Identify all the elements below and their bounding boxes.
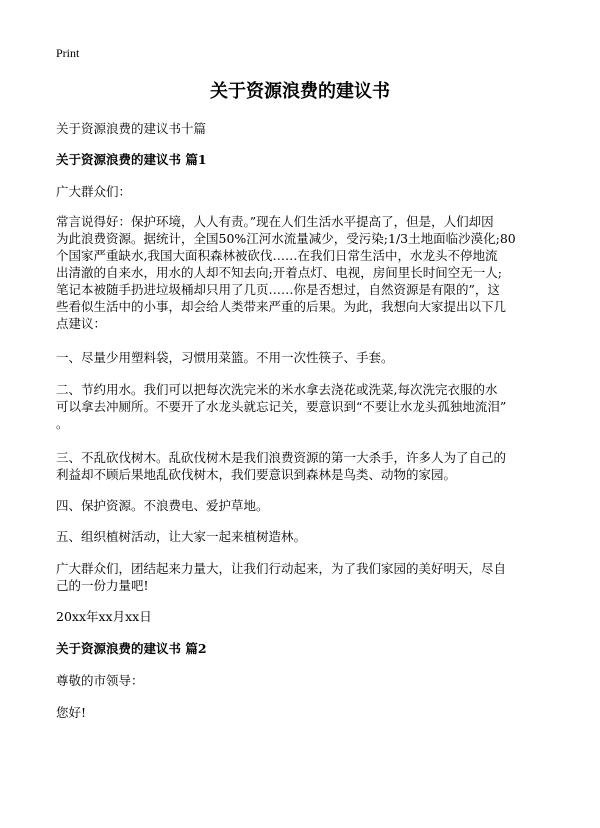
section-heading-1: 关于资源浪费的建议书 篇1 xyxy=(56,152,207,167)
point-2-line: 可以拿去冲厕所。不要开了水龙头就忘记关，要意识到“不要让水龙头孤独地流泪” xyxy=(56,399,507,414)
salutation: 您好! xyxy=(56,705,87,720)
page-title: 关于资源浪费的建议书 xyxy=(210,81,390,102)
print-link[interactable]: Print xyxy=(56,46,80,60)
paragraph-line: 为此浪费资源。据统计，全国50%江河水流量减少，受污染;1/3土地面临沙漠化;80 xyxy=(56,231,516,246)
paragraph-line: 笔记本被随手扔进垃圾桶却只用了几页……你是否想过，自然资源是有限的”，这 xyxy=(56,282,500,297)
paragraph-line: 些看似生活中的小事，却会给人类带来严重的后果。为此，我想向大家提出以下几 xyxy=(56,299,507,314)
section-heading-2: 关于资源浪费的建议书 篇2 xyxy=(56,641,207,656)
point-2-line: 。 xyxy=(56,416,69,431)
document-subtitle: 关于资源浪费的建议书十篇 xyxy=(56,121,207,136)
point-4: 四、保护资源。不浪费电、爱护草地。 xyxy=(56,498,269,513)
point-3-line: 利益却不顾后果地乱砍伐树木，我们要意识到森林是鸟类、动物的家园。 xyxy=(56,467,457,482)
closing-line: 己的一份力量吧! xyxy=(56,578,149,593)
closing-line: 广大群众们，团结起来力量大，让我们行动起来，为了我们家园的美好明天，尽自 xyxy=(56,561,507,576)
greeting-2: 尊敬的市领导： xyxy=(56,673,144,688)
paragraph-line: 出清澈的自来水，用水的人却不知去向;开着点灯、电视，房间里长时间空无一人; xyxy=(56,265,502,280)
point-3-line: 三、不乱砍伐树木。乱砍伐树木是我们浪费资源的第一大杀手，许多人为了自己的 xyxy=(56,450,507,465)
paragraph-line: 常言说得好：保护环境，人人有责。”现在人们生活水平提高了，但是，人们却因 xyxy=(56,214,494,229)
date-line: 20xx年xx月xx日 xyxy=(56,609,152,624)
greeting-1: 广大群众们： xyxy=(56,184,132,199)
paragraph-line: 个国家严重缺水,我国大面积森林被砍伐……在我们日常生活中，水龙头不停地流 xyxy=(56,248,498,263)
point-1: 一、尽量少用塑料袋，习惯用菜篮。不用一次性筷子、手套。 xyxy=(56,350,394,365)
point-2-line: 二、节约用水。我们可以把每次洗完米的米水拿去浇花或洗菜,每次洗完衣服的水 xyxy=(56,382,498,397)
paragraph-line: 点建议： xyxy=(56,316,107,331)
point-5: 五、组织植树活动，让大家一起来植树造林。 xyxy=(56,529,307,544)
